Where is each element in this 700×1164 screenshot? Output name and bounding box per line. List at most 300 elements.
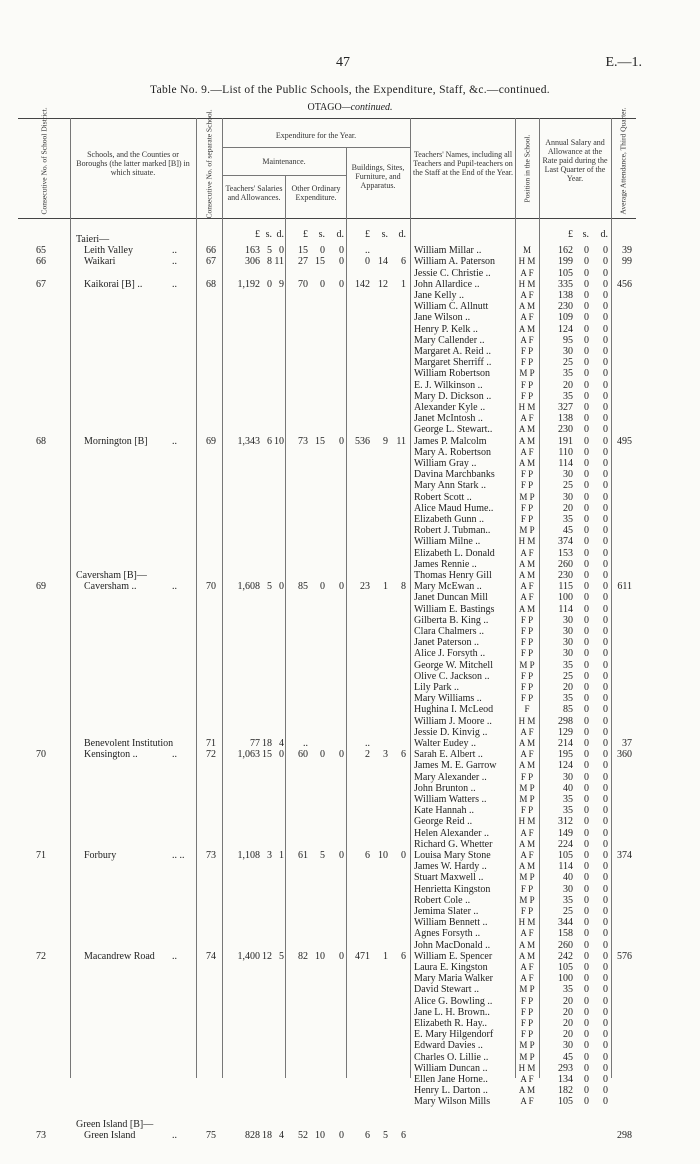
teacher-salary-pounds: 95 <box>563 334 573 346</box>
teacher-position: A F <box>520 581 534 592</box>
teacher-salary <box>542 884 608 895</box>
teacher-salary-pounds: 30 <box>563 637 573 649</box>
currency-header-buildings <box>346 229 406 240</box>
teacher-salary-shillings: 0 <box>584 402 589 413</box>
teacher-salary-shillings: 0 <box>584 861 589 873</box>
school-name: Kaikorai [B] .. <box>84 278 143 290</box>
teacher-salary <box>542 268 608 279</box>
teacher-name: Edward Davies .. <box>414 1040 483 1052</box>
teacher-position: A F <box>520 973 534 984</box>
teacher-salary-shillings: 0 <box>584 670 589 682</box>
teacher-salary-pounds: 293 <box>558 1062 573 1074</box>
teacher-position: A F <box>520 312 534 323</box>
teacher-position: F P <box>520 637 534 648</box>
district-number: 70 <box>36 749 46 761</box>
buildings-expenditure-pence: 8 <box>401 581 406 593</box>
teacher-position: A F <box>520 928 534 939</box>
currency-header-annual <box>542 229 608 240</box>
teacher-name: George W. Mitchell <box>414 659 493 671</box>
other-expenditure-shillings: 10 <box>315 1130 325 1141</box>
teacher-name: Gilberta B. King .. <box>414 614 489 626</box>
teacher-salary-pence: 0 <box>603 379 608 391</box>
teacher-salary-shillings: 0 <box>584 491 589 503</box>
teacher-salary <box>542 648 608 659</box>
teacher-salary-shillings: 0 <box>584 659 589 671</box>
average-attendance: 360 <box>617 749 632 761</box>
teacher-salary-pence: 0 <box>603 424 608 436</box>
teacher-name: Mary Ann Stark .. <box>414 480 486 492</box>
teacher-salary-pounds: 35 <box>563 894 573 906</box>
other-expenditure-shillings: 15 <box>315 256 325 268</box>
teacher-salary <box>542 570 608 581</box>
teacher-salary-shillings: 0 <box>584 256 589 268</box>
teacher-salary-pounds: 20 <box>563 379 573 391</box>
teacher-salary <box>542 727 608 738</box>
teacher-salary-shillings: 0 <box>584 1062 589 1074</box>
leader-dots: .. <box>172 581 177 593</box>
teacher-position: F P <box>520 1029 534 1040</box>
teacher-salary <box>542 335 608 346</box>
buildings-expenditure-shillings: 9 <box>383 435 388 447</box>
teacher-name: William E. Spencer <box>414 950 493 962</box>
buildings-expenditure-pounds: 0 <box>365 256 370 268</box>
teacher-salary <box>542 816 608 827</box>
teacher-position: A F <box>520 446 534 457</box>
teacher-position: M P <box>519 491 535 502</box>
teacher-salary-pence: 0 <box>603 760 608 772</box>
teacher-salary-pence: 0 <box>603 402 608 413</box>
school-number: 74 <box>206 950 216 962</box>
teacher-salary-shillings: 0 <box>584 312 589 324</box>
salaries-pence: 11 <box>274 256 284 268</box>
teacher-salary-shillings: 0 <box>584 558 589 570</box>
teacher-salary <box>542 1007 608 1018</box>
col-sep-2 <box>196 118 197 1078</box>
leader-dots: .. <box>172 256 177 268</box>
teacher-salary-shillings: 0 <box>584 648 589 660</box>
salaries-pounds: 1,400 <box>237 950 260 962</box>
teacher-salary-pounds: 124 <box>558 323 573 335</box>
teacher-position: A F <box>520 334 534 345</box>
teacher-salary-pence: 0 <box>603 973 608 985</box>
teacher-salary <box>542 548 608 559</box>
header-other-ordinary: Other Ordinary Expenditure. <box>291 184 341 202</box>
teacher-salary-pence: 0 <box>603 984 608 996</box>
teacher-salary-pounds: 191 <box>558 435 573 447</box>
teacher-salary-pence: 0 <box>603 771 608 783</box>
teacher-salary-shillings: 0 <box>584 446 589 458</box>
salaries-pounds: 1,063 <box>237 749 260 761</box>
teacher-name: Helen Alexander .. <box>414 827 489 839</box>
other-expenditure-pounds: 70 <box>298 278 308 290</box>
buildings-expenditure-pence: 6 <box>401 950 406 962</box>
teacher-salary-pounds: 100 <box>558 592 573 604</box>
header-consec-district: Consecutive No. of School District. <box>39 107 49 215</box>
district-number: 67 <box>36 278 46 290</box>
maintenance-rule <box>222 175 346 176</box>
teacher-salary-pence: 0 <box>603 536 608 548</box>
school-name: Benevolent Institution <box>84 738 174 749</box>
buildings-expenditure-pounds: 6 <box>365 1130 370 1141</box>
teacher-name: William J. Moore .. <box>414 715 492 727</box>
other-expenditure-pounds: 60 <box>298 749 308 761</box>
teacher-salary-pence: 0 <box>603 603 608 615</box>
teacher-salary-shillings: 0 <box>584 917 589 929</box>
teacher-name: Kate Hannah .. <box>414 805 474 817</box>
teacher-position: A F <box>520 962 534 972</box>
teacher-salary-shillings: 0 <box>584 581 589 593</box>
salaries <box>222 1130 284 1141</box>
teacher-salary-pence: 0 <box>603 502 608 514</box>
teacher-salary-pence: 0 <box>603 435 608 447</box>
school-name: Caversham [B]— <box>76 570 147 581</box>
teacher-salary-pounds: 124 <box>558 760 573 772</box>
other-expenditure-pence: 0 <box>339 278 344 290</box>
buildings-expenditure-pounds: 536 <box>355 435 370 447</box>
teacher-position: H M <box>518 536 536 547</box>
teacher-position: F P <box>520 514 534 524</box>
other-expenditure-pounds: .. <box>303 738 308 749</box>
average-attendance: 611 <box>617 581 632 593</box>
teacher-position: A F <box>520 850 534 860</box>
teacher-salary <box>542 1085 608 1096</box>
teacher-position: A M <box>518 301 536 312</box>
teacher-position: A F <box>520 547 534 558</box>
teacher-salary <box>542 682 608 693</box>
teacher-name: William Millar .. <box>414 245 482 257</box>
teacher-salary-pounds: 35 <box>563 659 573 671</box>
school-number: 73 <box>206 850 216 861</box>
teacher-name: William Duncan .. <box>414 1062 488 1074</box>
teacher-salary-pounds: 35 <box>563 514 573 525</box>
teacher-name: Alexander Kyle .. <box>414 402 486 413</box>
teacher-salary <box>542 380 608 391</box>
teacher-salary-pence: 0 <box>603 626 608 637</box>
teacher-name: Olive C. Jackson .. <box>414 670 490 682</box>
teacher-salary-pounds: 85 <box>563 704 573 716</box>
other-expenditure <box>284 749 344 760</box>
teacher-salary-pounds: 114 <box>558 861 573 873</box>
teacher-salary-shillings: 0 <box>584 704 589 716</box>
teacher-salary-shillings: 0 <box>584 984 589 996</box>
teacher-salary <box>542 828 608 839</box>
currency-header-salaries <box>222 229 284 240</box>
average-attendance: 99 <box>622 256 632 268</box>
teacher-position: A F <box>520 413 534 424</box>
teacher-salary <box>542 940 608 951</box>
teacher-salary-pence: 0 <box>603 962 608 973</box>
teacher-salary-shillings: 0 <box>584 379 589 391</box>
teacher-salary-pounds: 109 <box>558 312 573 324</box>
teacher-salary-pounds: 138 <box>558 413 573 425</box>
salaries-pounds: 1,343 <box>237 435 260 447</box>
teacher-salary-pence: 0 <box>603 346 608 357</box>
teacher-name: Richard G. Whetter <box>414 838 493 850</box>
teacher-salary-shillings: 0 <box>584 245 589 257</box>
teacher-name: William Gray .. <box>414 458 477 469</box>
teacher-salary <box>542 402 608 413</box>
teacher-salary-pence: 0 <box>603 1096 608 1108</box>
leader-dots: .. <box>172 245 177 257</box>
teacher-name: Jemima Slater .. <box>414 906 479 917</box>
teacher-name: Mary D. Dickson .. <box>414 390 492 402</box>
teacher-salary-shillings: 0 <box>584 480 589 492</box>
teacher-name: James M. E. Garrow <box>414 760 497 772</box>
teacher-name: Mary Maria Walker <box>414 973 493 985</box>
leader-dots: .. <box>172 749 177 761</box>
col-sep-8 <box>539 118 540 1078</box>
teacher-salary-shillings: 0 <box>584 928 589 940</box>
teacher-salary-shillings: 0 <box>584 715 589 727</box>
teacher-salary-pounds: 114 <box>558 458 573 469</box>
teacher-position: A F <box>520 290 534 300</box>
pound-label: £ <box>303 229 308 240</box>
teacher-salary-shillings: 0 <box>584 749 589 761</box>
teacher-salary-pence: 0 <box>603 592 608 604</box>
teacher-salary-shillings: 0 <box>584 357 589 369</box>
teacher-salary-pence: 0 <box>603 1040 608 1052</box>
other-expenditure-pence: 0 <box>339 256 344 268</box>
teacher-salary-pounds: 230 <box>558 424 573 436</box>
teacher-name: Jessie C. Christie .. <box>414 267 491 279</box>
salaries-pounds: 306 <box>245 256 260 268</box>
district-number: 65 <box>36 245 46 257</box>
teacher-salary-pounds: 30 <box>563 648 573 660</box>
other-expenditure <box>284 951 344 962</box>
school-number: 71 <box>206 738 216 749</box>
average-attendance: 374 <box>617 850 632 861</box>
salaries-shillings: 3 <box>267 850 272 861</box>
teacher-salary-pounds: 344 <box>558 917 573 929</box>
teacher-salary-pounds: 260 <box>558 558 573 570</box>
teacher-position: A F <box>520 1096 534 1107</box>
school-name: Green Island <box>84 1130 136 1141</box>
teacher-name: Margaret A. Reid .. <box>414 346 492 357</box>
teacher-salary-pence: 0 <box>603 446 608 458</box>
other-expenditure-pence: 0 <box>339 850 344 861</box>
teacher-position: A M <box>518 1085 536 1096</box>
teacher-name: Janet Paterson .. <box>414 637 479 649</box>
buildings-expenditure <box>346 1130 406 1141</box>
teacher-salary-shillings: 0 <box>584 794 589 805</box>
other-expenditure-pounds: 73 <box>298 435 308 447</box>
teacher-salary-shillings: 0 <box>584 334 589 346</box>
teacher-salary-pounds: 35 <box>563 984 573 996</box>
other-expenditure <box>284 581 344 592</box>
teacher-salary-pounds: 20 <box>563 1018 573 1029</box>
teacher-salary-pounds: 298 <box>558 715 573 727</box>
teacher-salary-pence: 0 <box>603 390 608 402</box>
school-number: 67 <box>206 256 216 268</box>
teacher-salary <box>542 1040 608 1051</box>
other-expenditure-shillings: 15 <box>315 435 325 447</box>
salaries-pounds: 1,192 <box>237 278 260 290</box>
teacher-salary-pounds: 115 <box>558 581 573 593</box>
teacher-salary-shillings: 0 <box>584 458 589 469</box>
pound-label: £ <box>365 229 370 240</box>
teacher-position: A M <box>518 458 536 468</box>
header-buildings: Buildings, Sites, Furniture, and Apparatus. <box>351 163 405 190</box>
salaries <box>222 581 284 592</box>
teacher-salary-pence: 0 <box>603 1085 608 1097</box>
teacher-salary-pence: 0 <box>603 547 608 559</box>
salaries-pounds: 163 <box>245 245 260 257</box>
pence-label: d. <box>398 229 406 240</box>
teacher-salary-pence: 0 <box>603 670 608 682</box>
teacher-salary <box>542 245 608 256</box>
district-number: 71 <box>36 850 46 861</box>
teacher-salary <box>542 559 608 570</box>
buildings-expenditure <box>346 245 406 256</box>
teacher-name: Mary McEwan .. <box>414 581 482 593</box>
salaries <box>222 951 284 962</box>
teacher-position: F <box>524 704 530 715</box>
teacher-salary-pounds: 312 <box>558 816 573 828</box>
other-expenditure-pence: 0 <box>339 435 344 447</box>
salaries-shillings: 12 <box>262 950 272 962</box>
teacher-salary <box>542 626 608 637</box>
salaries-shillings: 6 <box>267 435 272 447</box>
school-name: Forbury <box>84 850 117 861</box>
teacher-salary-pounds: 30 <box>563 883 573 895</box>
salaries-shillings: 18 <box>262 1130 272 1141</box>
buildings-expenditure-pounds: 142 <box>355 278 370 290</box>
teacher-salary <box>542 805 608 816</box>
school-name: Waikari <box>84 256 116 268</box>
teacher-salary-pence: 0 <box>603 838 608 850</box>
teacher-salary <box>542 492 608 503</box>
teacher-name: James P. Malcolm <box>414 435 487 447</box>
salaries <box>222 738 284 749</box>
header-expenditure: Expenditure for the Year. <box>275 131 357 140</box>
teacher-salary-pence: 0 <box>603 469 608 481</box>
teacher-salary-shillings: 0 <box>584 603 589 615</box>
other-expenditure <box>284 850 344 861</box>
teacher-salary-pence: 0 <box>603 267 608 279</box>
other-expenditure-shillings: 10 <box>315 950 325 962</box>
teacher-position: A M <box>518 950 536 961</box>
buildings-expenditure-pounds: 2 <box>365 749 370 761</box>
teacher-position: F P <box>520 480 534 491</box>
teacher-salary <box>542 749 608 760</box>
teacher-position: H M <box>518 278 536 289</box>
buildings-expenditure <box>346 850 406 861</box>
teacher-salary-shillings: 0 <box>584 805 589 817</box>
teacher-position: M P <box>519 782 535 793</box>
teacher-name: Robert Cole .. <box>414 894 471 906</box>
pound-label: £ <box>568 229 573 240</box>
school-number: 72 <box>206 749 216 761</box>
teacher-position: A M <box>518 424 536 435</box>
teacher-salary-shillings: 0 <box>584 1074 589 1085</box>
teacher-salary-pence: 0 <box>603 514 608 525</box>
teacher-salary-shillings: 0 <box>584 838 589 850</box>
buildings-expenditure-shillings: 14 <box>378 256 388 268</box>
teacher-position: F P <box>520 379 534 390</box>
teacher-salary <box>542 256 608 267</box>
teacher-salary-shillings: 0 <box>584 1096 589 1108</box>
header-bottom-rule <box>18 218 636 219</box>
salaries-shillings: 18 <box>262 738 272 749</box>
page-reference: E.—1. <box>605 55 642 70</box>
teacher-position: F P <box>520 805 534 816</box>
district-number: 69 <box>36 581 46 593</box>
teacher-salary-pence: 0 <box>603 950 608 962</box>
buildings-expenditure <box>346 256 406 267</box>
average-attendance: 37 <box>622 738 632 749</box>
average-attendance: 39 <box>622 245 632 257</box>
teacher-salary-pence: 0 <box>603 749 608 761</box>
teacher-salary-pounds: 214 <box>558 738 573 749</box>
table-top-rule <box>18 118 636 119</box>
teacher-name: Lily Park .. <box>414 682 459 693</box>
other-expenditure <box>284 436 344 447</box>
teacher-salary <box>542 279 608 290</box>
teacher-name: Elizabeth L. Donald <box>414 547 495 559</box>
school-number: 68 <box>206 278 216 290</box>
expenditure-rule <box>222 147 410 148</box>
teacher-salary-pounds: 224 <box>558 838 573 850</box>
teacher-salary-pounds: 30 <box>563 1040 573 1052</box>
teacher-name: Jane Wilson .. <box>414 312 471 324</box>
teacher-salary-shillings: 0 <box>584 301 589 313</box>
teacher-salary-pounds: 374 <box>558 536 573 548</box>
other-expenditure-pence <box>325 738 344 749</box>
teacher-salary-pence: 0 <box>603 827 608 839</box>
teacher-salary-pence: 0 <box>603 368 608 380</box>
header-schools: Schools, and the Counties or Boroughs (the latter marked [B]) in which situate. <box>76 150 190 177</box>
teacher-salary-pence: 0 <box>603 939 608 951</box>
teacher-position: M P <box>519 984 535 995</box>
teacher-position: F P <box>520 390 534 401</box>
teacher-salary <box>542 525 608 536</box>
average-attendance: 456 <box>617 278 632 290</box>
teacher-name: Janet Duncan Mill <box>414 592 488 604</box>
buildings-expenditure-pence: 6 <box>401 256 406 268</box>
school-name: Mornington [B] <box>84 435 148 447</box>
teacher-name: William A. Paterson <box>414 256 495 268</box>
teacher-salary <box>542 951 608 962</box>
teacher-name: Laura E. Kingston <box>414 962 488 973</box>
salaries-pence: 5 <box>279 950 284 962</box>
buildings-expenditure <box>346 738 406 749</box>
teacher-salary <box>542 716 608 727</box>
teacher-name: William Milne .. <box>414 536 481 548</box>
teacher-salary <box>542 671 608 682</box>
teacher-position: A F <box>520 726 534 737</box>
teacher-salary <box>542 592 608 603</box>
other-expenditure-pence: 0 <box>339 245 344 257</box>
salaries-pence: 0 <box>279 581 284 593</box>
teacher-salary <box>542 693 608 704</box>
other-expenditure-shillings: 0 <box>320 749 325 761</box>
teacher-name: Alice J. Forsyth .. <box>414 648 486 660</box>
teacher-name: Sarah E. Albert .. <box>414 749 483 761</box>
school-number: 70 <box>206 581 216 593</box>
teacher-salary-shillings: 0 <box>584 1085 589 1097</box>
teacher-salary-shillings: 0 <box>584 850 589 861</box>
buildings-expenditure <box>346 951 406 962</box>
teacher-salary-pence: 0 <box>603 648 608 660</box>
other-expenditure-pounds: 82 <box>298 950 308 962</box>
teacher-salary-pounds: 158 <box>558 928 573 940</box>
other-expenditure-pence: 0 <box>339 950 344 962</box>
teacher-salary-pence: 0 <box>603 726 608 738</box>
teacher-salary <box>542 458 608 469</box>
teacher-salary <box>542 962 608 973</box>
shilling-label: s. <box>265 229 272 240</box>
teacher-salary-pence: 0 <box>603 928 608 940</box>
